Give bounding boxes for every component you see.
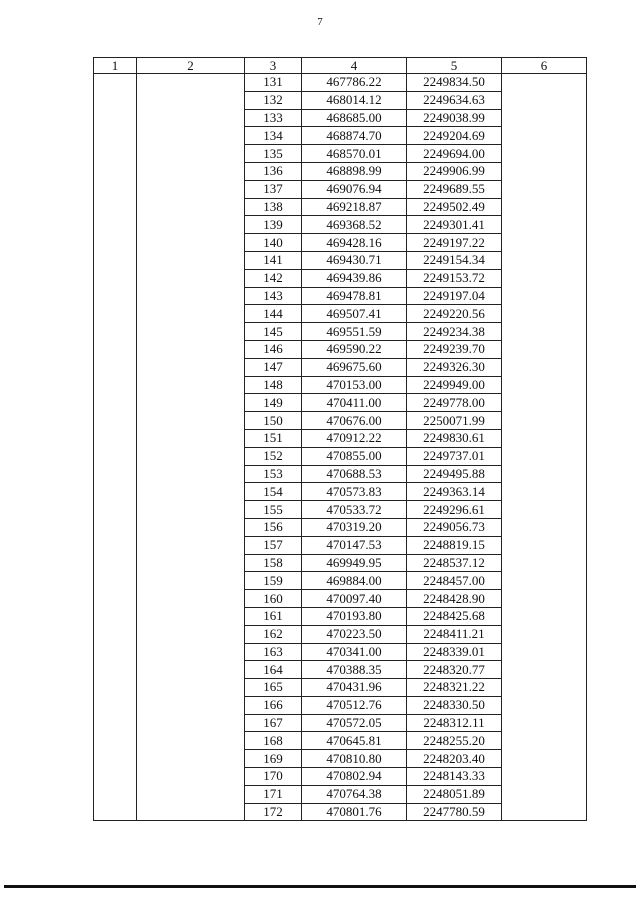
- x-coordinate-cell: 470153.00: [302, 376, 407, 394]
- y-coordinate-cell: 2249197.22: [407, 234, 502, 252]
- x-coordinate-cell: 470645.81: [302, 732, 407, 750]
- y-coordinate-cell: 2248339.01: [407, 643, 502, 661]
- point-number-cell: 133: [245, 109, 302, 127]
- point-number-cell: 167: [245, 714, 302, 732]
- x-coordinate-cell: 470223.50: [302, 625, 407, 643]
- header-col-6: 6: [502, 58, 587, 74]
- point-number-cell: 172: [245, 803, 302, 821]
- x-coordinate-cell: 469949.95: [302, 554, 407, 572]
- header-col-3: 3: [245, 58, 302, 74]
- header-col-2: 2: [137, 58, 245, 74]
- header-col-4: 4: [302, 58, 407, 74]
- x-coordinate-cell: 470319.20: [302, 518, 407, 536]
- x-coordinate-cell: 470801.76: [302, 803, 407, 821]
- point-number-cell: 155: [245, 501, 302, 519]
- x-coordinate-cell: 470810.80: [302, 750, 407, 768]
- x-coordinate-cell: 469218.87: [302, 198, 407, 216]
- x-coordinate-cell: 468874.70: [302, 127, 407, 145]
- point-number-cell: 132: [245, 91, 302, 109]
- point-number-cell: 169: [245, 750, 302, 768]
- col-2-cell: [137, 74, 245, 821]
- x-coordinate-cell: 468898.99: [302, 162, 407, 180]
- point-number-cell: 171: [245, 785, 302, 803]
- point-number-cell: 150: [245, 412, 302, 430]
- y-coordinate-cell: 2249949.00: [407, 376, 502, 394]
- y-coordinate-cell: 2249234.38: [407, 323, 502, 341]
- x-coordinate-cell: 470676.00: [302, 412, 407, 430]
- point-number-cell: 159: [245, 572, 302, 590]
- coordinates-table: [93, 57, 587, 821]
- x-coordinate-cell: 469675.60: [302, 358, 407, 376]
- x-coordinate-cell: 470573.83: [302, 483, 407, 501]
- y-coordinate-cell: 2248320.77: [407, 661, 502, 679]
- point-number-cell: 162: [245, 625, 302, 643]
- x-coordinate-cell: 470431.96: [302, 679, 407, 697]
- y-coordinate-cell: 2250071.99: [407, 412, 502, 430]
- header-col-1: 1: [94, 58, 137, 74]
- x-coordinate-cell: 469478.81: [302, 287, 407, 305]
- x-coordinate-cell: 470388.35: [302, 661, 407, 679]
- x-coordinate-cell: 470912.22: [302, 429, 407, 447]
- col-6-cell: [502, 74, 587, 821]
- point-number-cell: 165: [245, 679, 302, 697]
- y-coordinate-cell: 2249301.41: [407, 216, 502, 234]
- point-number-cell: 158: [245, 554, 302, 572]
- x-coordinate-cell: 468685.00: [302, 109, 407, 127]
- point-number-cell: 145: [245, 323, 302, 341]
- y-coordinate-cell: 2248425.68: [407, 607, 502, 625]
- point-number-cell: 137: [245, 180, 302, 198]
- y-coordinate-cell: 2249197.04: [407, 287, 502, 305]
- y-coordinate-cell: 2249830.61: [407, 429, 502, 447]
- point-number-cell: 134: [245, 127, 302, 145]
- x-coordinate-cell: 469430.71: [302, 251, 407, 269]
- y-coordinate-cell: 2249495.88: [407, 465, 502, 483]
- y-coordinate-cell: 2248203.40: [407, 750, 502, 768]
- point-number-cell: 141: [245, 251, 302, 269]
- x-coordinate-cell: 470855.00: [302, 447, 407, 465]
- point-number-cell: 146: [245, 340, 302, 358]
- y-coordinate-cell: 2249239.70: [407, 340, 502, 358]
- point-number-cell: 164: [245, 661, 302, 679]
- y-coordinate-cell: 2249778.00: [407, 394, 502, 412]
- x-coordinate-cell: 470341.00: [302, 643, 407, 661]
- point-number-cell: 135: [245, 145, 302, 163]
- y-coordinate-cell: 2248411.21: [407, 625, 502, 643]
- y-coordinate-cell: 2248819.15: [407, 536, 502, 554]
- x-coordinate-cell: 468570.01: [302, 145, 407, 163]
- point-number-cell: 151: [245, 429, 302, 447]
- x-coordinate-cell: 469507.41: [302, 305, 407, 323]
- point-number-cell: 136: [245, 162, 302, 180]
- y-coordinate-cell: 2249737.01: [407, 447, 502, 465]
- y-coordinate-cell: 2249038.99: [407, 109, 502, 127]
- point-number-cell: 138: [245, 198, 302, 216]
- y-coordinate-cell: 2248051.89: [407, 785, 502, 803]
- header-row: [94, 58, 587, 74]
- point-number-cell: 170: [245, 768, 302, 786]
- y-coordinate-cell: 2249689.55: [407, 180, 502, 198]
- x-coordinate-cell: 470802.94: [302, 768, 407, 786]
- y-coordinate-cell: 2249363.14: [407, 483, 502, 501]
- point-number-cell: 168: [245, 732, 302, 750]
- x-coordinate-cell: 470147.53: [302, 536, 407, 554]
- point-number-cell: 156: [245, 518, 302, 536]
- bottom-divider: [4, 885, 636, 888]
- point-number-cell: 163: [245, 643, 302, 661]
- y-coordinate-cell: 2249153.72: [407, 269, 502, 287]
- y-coordinate-cell: 2248255.20: [407, 732, 502, 750]
- point-number-cell: 147: [245, 358, 302, 376]
- y-coordinate-cell: 2249204.69: [407, 127, 502, 145]
- x-coordinate-cell: 469884.00: [302, 572, 407, 590]
- point-number-cell: 152: [245, 447, 302, 465]
- y-coordinate-cell: 2249326.30: [407, 358, 502, 376]
- y-coordinate-cell: 2248321.22: [407, 679, 502, 697]
- point-number-cell: 142: [245, 269, 302, 287]
- x-coordinate-cell: 469428.16: [302, 234, 407, 252]
- point-number-cell: 160: [245, 590, 302, 608]
- table-body: [94, 74, 587, 821]
- y-coordinate-cell: 2248312.11: [407, 714, 502, 732]
- y-coordinate-cell: 2249694.00: [407, 145, 502, 163]
- header-col-5: 5: [407, 58, 502, 74]
- y-coordinate-cell: 2249154.34: [407, 251, 502, 269]
- x-coordinate-cell: 470688.53: [302, 465, 407, 483]
- point-number-cell: 140: [245, 234, 302, 252]
- x-coordinate-cell: 469590.22: [302, 340, 407, 358]
- col-1-cell: [94, 74, 137, 821]
- y-coordinate-cell: 2249502.49: [407, 198, 502, 216]
- y-coordinate-cell: 2248457.00: [407, 572, 502, 590]
- point-number-cell: 154: [245, 483, 302, 501]
- point-number-cell: 166: [245, 696, 302, 714]
- y-coordinate-cell: 2249296.61: [407, 501, 502, 519]
- x-coordinate-cell: 470764.38: [302, 785, 407, 803]
- x-coordinate-cell: 470193.80: [302, 607, 407, 625]
- x-coordinate-cell: 469551.59: [302, 323, 407, 341]
- x-coordinate-cell: 470512.76: [302, 696, 407, 714]
- y-coordinate-cell: 2248330.50: [407, 696, 502, 714]
- x-coordinate-cell: 470097.40: [302, 590, 407, 608]
- x-coordinate-cell: 469076.94: [302, 180, 407, 198]
- point-number-cell: 144: [245, 305, 302, 323]
- point-number-cell: 139: [245, 216, 302, 234]
- point-number-cell: 149: [245, 394, 302, 412]
- x-coordinate-cell: 470411.00: [302, 394, 407, 412]
- x-coordinate-cell: 469439.86: [302, 269, 407, 287]
- page-number: 7: [317, 16, 323, 28]
- x-coordinate-cell: 469368.52: [302, 216, 407, 234]
- point-number-cell: 143: [245, 287, 302, 305]
- x-coordinate-cell: 470533.72: [302, 501, 407, 519]
- point-number-cell: 157: [245, 536, 302, 554]
- y-coordinate-cell: 2248143.33: [407, 768, 502, 786]
- point-number-cell: 153: [245, 465, 302, 483]
- y-coordinate-cell: 2248428.90: [407, 590, 502, 608]
- point-number-cell: 148: [245, 376, 302, 394]
- y-coordinate-cell: 2249220.56: [407, 305, 502, 323]
- y-coordinate-cell: 2247780.59: [407, 803, 502, 821]
- point-number-cell: 161: [245, 607, 302, 625]
- y-coordinate-cell: 2248537.12: [407, 554, 502, 572]
- y-coordinate-cell: 2249834.50: [407, 74, 502, 92]
- y-coordinate-cell: 2249056.73: [407, 518, 502, 536]
- table-row: [94, 74, 587, 92]
- y-coordinate-cell: 2249906.99: [407, 162, 502, 180]
- x-coordinate-cell: 468014.12: [302, 91, 407, 109]
- y-coordinate-cell: 2249634.63: [407, 91, 502, 109]
- x-coordinate-cell: 470572.05: [302, 714, 407, 732]
- point-number-cell: 131: [245, 74, 302, 92]
- x-coordinate-cell: 467786.22: [302, 74, 407, 92]
